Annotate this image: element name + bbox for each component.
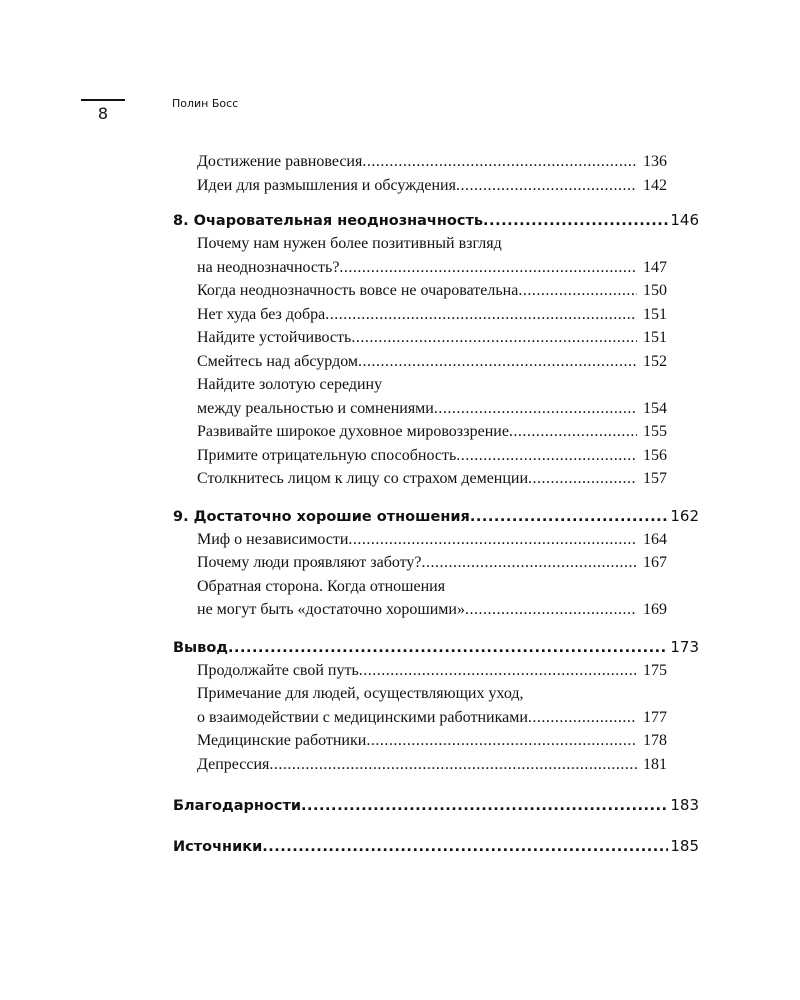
toc-acknowledgements[interactable] <box>173 794 699 817</box>
toc-chapter-8[interactable] <box>173 209 699 232</box>
chapter-page: 173 <box>670 637 699 656</box>
dot-leader <box>528 467 637 491</box>
toc-sources[interactable] <box>173 835 699 858</box>
toc-entry-label: не могут быть «достаточно хорошими» <box>197 601 465 618</box>
toc-entry-label: Депрессия <box>197 755 270 773</box>
chapter-title: Вывод <box>173 639 229 656</box>
toc-entry-label-line1[interactable]: Найдите золотую середину <box>197 376 383 393</box>
toc-entry[interactable] <box>197 528 667 552</box>
toc-entry-label: Когда неоднозначность вовсе не очаровательна <box>197 282 519 299</box>
chapter-title: Источники <box>173 839 263 855</box>
toc-entry-page: 181 <box>643 755 667 773</box>
dot-leader <box>470 506 669 528</box>
dot-leader <box>456 444 637 468</box>
toc-entry-page: 142 <box>643 176 667 194</box>
toc-entry-page: 151 <box>643 329 667 346</box>
dot-leader <box>359 659 637 683</box>
toc-entry-label: Развивайте широкое духовное мировоззрение <box>197 423 509 440</box>
dot-leader <box>509 420 637 444</box>
toc-entry-page: 136 <box>643 153 667 170</box>
toc-entry-label-line1[interactable]: Примечание для людей, осуществляющих уход, <box>197 685 524 702</box>
toc-entry-page: 151 <box>643 305 667 323</box>
toc-entry-label: Медицинские работники <box>197 732 367 749</box>
dot-leader <box>483 210 668 232</box>
toc-entry-label: Идеи для размышления и обсуждения <box>197 176 456 194</box>
toc-entry[interactable] <box>197 397 667 421</box>
toc-entry-page: 150 <box>643 282 667 299</box>
toc-entry-label: Найдите устойчивость <box>197 329 352 346</box>
chapter-page: 146 <box>670 211 699 229</box>
toc-entry-page: 147 <box>643 258 667 276</box>
chapter-page: 162 <box>670 506 699 525</box>
toc-entry[interactable] <box>197 753 667 777</box>
toc-entry-page: 164 <box>643 530 667 548</box>
table-of-contents <box>173 150 699 858</box>
dot-leader <box>422 551 637 575</box>
toc-conclusion[interactable] <box>173 636 699 659</box>
dot-leader <box>362 150 637 174</box>
toc-entry[interactable] <box>197 706 667 730</box>
toc-entry-page: 167 <box>643 554 667 571</box>
dot-leader <box>262 836 668 858</box>
toc-entry-label: Миф о независимости <box>197 530 349 548</box>
toc-entry[interactable] <box>197 303 667 327</box>
dot-leader <box>301 795 668 817</box>
toc-entry-label-line1[interactable]: Почему нам нужен более позитивный взгляд <box>197 235 502 252</box>
toc-entry[interactable] <box>197 420 667 444</box>
chapter-title: Благодарности <box>173 798 302 814</box>
toc-entry[interactable] <box>197 551 667 575</box>
dot-leader <box>518 279 637 303</box>
running-head-author: Полин Босс <box>172 97 239 110</box>
toc-entry-label-line1[interactable]: Обратная сторона. Когда отношения <box>197 577 446 595</box>
toc-entry-page: 156 <box>643 446 667 464</box>
toc-entry[interactable] <box>197 256 667 280</box>
toc-entry-page: 178 <box>643 732 667 749</box>
toc-entry-label: на неоднозначность? <box>197 258 340 276</box>
dot-leader <box>366 729 637 753</box>
toc-entry[interactable] <box>197 150 667 174</box>
toc-entry-label: Столкнитесь лицом к лицу со страхом деменции <box>197 470 529 487</box>
dot-leader <box>456 174 637 198</box>
toc-entry-page: 177 <box>643 708 667 726</box>
toc-entry[interactable] <box>197 467 667 491</box>
toc-entry-page: 155 <box>643 423 667 440</box>
dot-leader <box>358 350 637 374</box>
chapter-page: 185 <box>670 837 699 855</box>
toc-entry[interactable] <box>197 659 667 683</box>
dot-leader <box>339 256 637 280</box>
dot-leader <box>465 598 637 622</box>
toc-entry[interactable] <box>197 729 667 753</box>
toc-entry-label: о взаимодействии с медицинскими работниками <box>197 708 528 726</box>
toc-entry-page: 169 <box>643 601 667 618</box>
dot-leader <box>269 753 637 777</box>
dot-leader <box>434 397 637 421</box>
toc-chapter-9[interactable] <box>173 505 699 528</box>
toc-entry[interactable] <box>197 350 667 374</box>
toc-entry-page: 154 <box>643 399 667 417</box>
toc-entry-page: 157 <box>643 470 667 487</box>
toc-entry[interactable] <box>197 326 667 350</box>
page-number: 8 <box>97 104 109 123</box>
toc-entry-page: 175 <box>643 661 667 679</box>
toc-entry-label: Достижение равновесия <box>197 153 363 170</box>
toc-entry[interactable] <box>197 279 667 303</box>
dot-leader <box>351 326 637 350</box>
header-rule <box>81 99 125 101</box>
toc-entry[interactable] <box>197 598 667 622</box>
toc-entry-label: Почему люди проявляют заботу? <box>197 554 422 571</box>
toc-entry-label: Продолжайте свой путь <box>197 661 359 679</box>
dot-leader <box>228 637 668 659</box>
dot-leader <box>348 528 637 552</box>
toc-entry-page: 152 <box>643 352 667 370</box>
dot-leader <box>528 706 637 730</box>
chapter-title: 9. Достаточно хорошие отношения <box>173 508 470 525</box>
chapter-page: 183 <box>670 796 699 814</box>
toc-entry-label: Нет худа без добра <box>197 305 326 323</box>
dot-leader <box>325 303 637 327</box>
toc-entry-label: Смейтесь над абсурдом <box>197 352 359 370</box>
toc-entry[interactable] <box>197 444 667 468</box>
toc-entry-label: Примите отрицательную способность <box>197 446 457 464</box>
toc-entry-label: между реальностью и сомнениями <box>197 399 434 417</box>
chapter-title: 8. Очаровательная неоднозначность <box>173 213 484 229</box>
toc-entry[interactable] <box>197 174 667 198</box>
